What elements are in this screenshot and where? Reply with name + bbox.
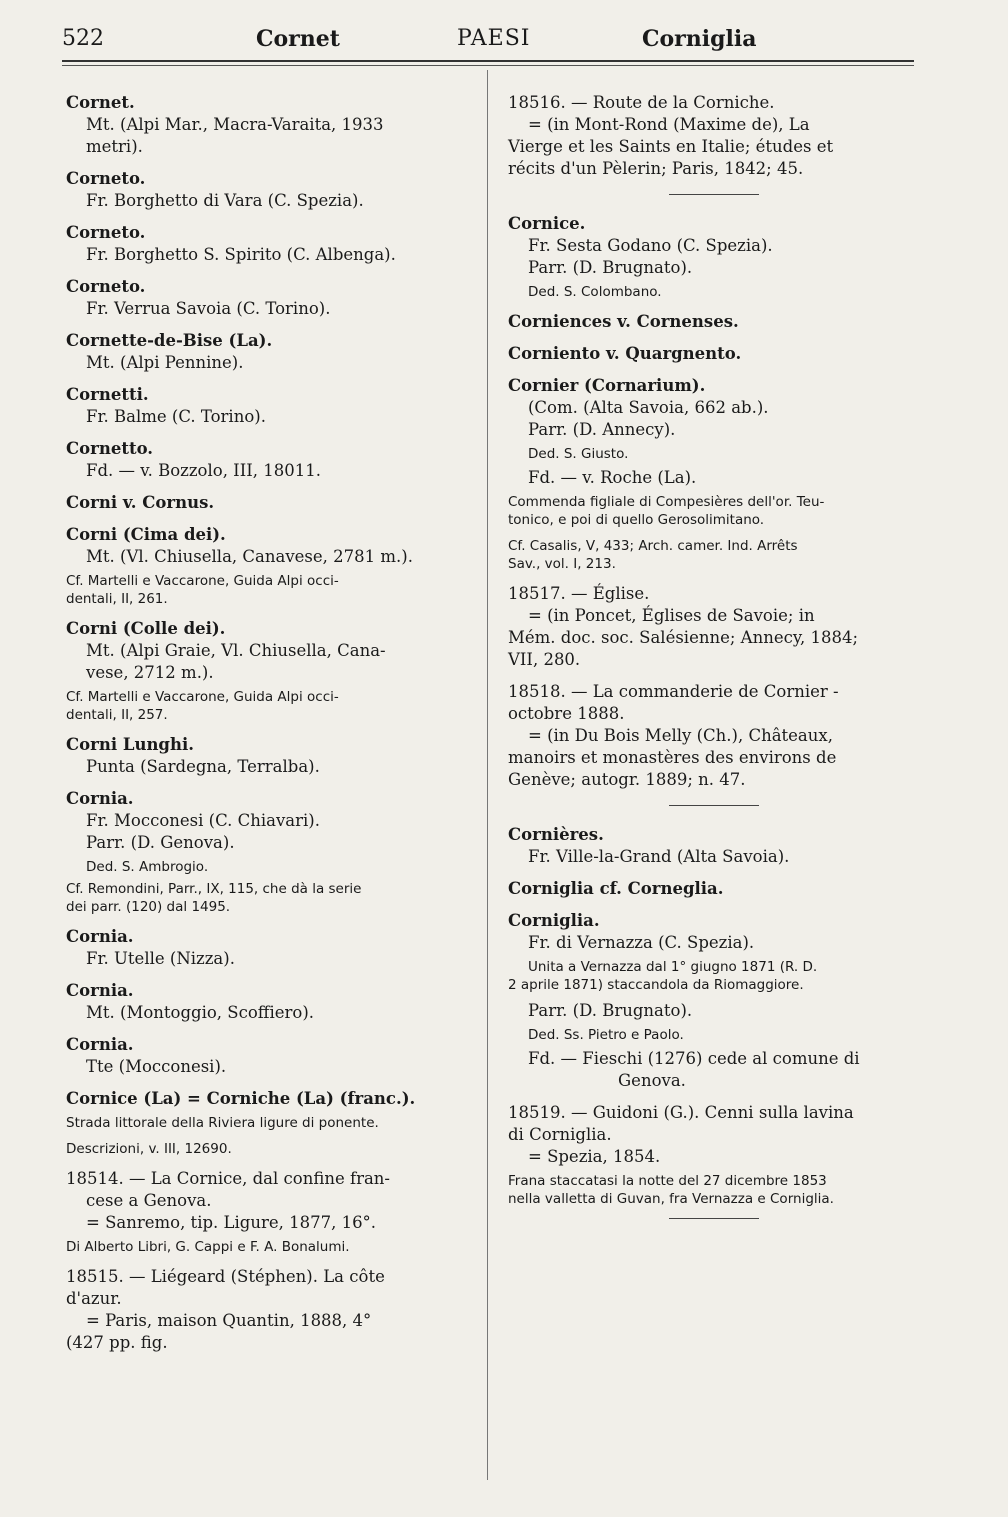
entry (66, 222, 480, 266)
entry-line: Fr. Utelle (Nizza). (86, 949, 235, 968)
entry-line: Mt. (Vl. Chiusella, Canavese, 2781 m.). (86, 547, 413, 566)
entry-line: di Corniglia. (508, 1125, 612, 1144)
header-first-entry: Cornet (256, 26, 340, 52)
entry-note: dei parr. (120) dal 1495. (66, 899, 231, 915)
entry-line: d'azur. (66, 1289, 122, 1308)
entry-head: Cornet. (66, 93, 135, 112)
entry-note: Unita a Vernazza dal 1° giugno 1871 (R. D. (528, 959, 818, 975)
left-column (66, 92, 480, 1364)
entry-line: 18519. — Guidoni (G.). Cenni sulla lavina (508, 1103, 854, 1122)
bibliography-entry (508, 681, 920, 791)
entry (508, 311, 920, 333)
header-rule-thin (62, 65, 914, 66)
entry-head: Corneto. (66, 277, 146, 296)
entry-line: = Spezia, 1854. (528, 1147, 661, 1166)
entry-line: manoirs et monastères des environs de (508, 748, 837, 767)
entry (66, 980, 480, 1024)
section-rule (669, 1218, 759, 1219)
entry-head: Corneto. (66, 169, 146, 188)
page-number: 522 (62, 26, 104, 51)
entry-line: Tte (Mocconesi). (86, 1057, 227, 1076)
entry-head: Corneto. (66, 223, 146, 242)
entry (66, 276, 480, 320)
entry-line: metri). (86, 137, 143, 156)
entry-note: Cf. Martelli e Vaccarone, Guida Alpi occi- (66, 573, 339, 589)
entry-line: Fr. Balme (C. Torino). (86, 407, 266, 426)
entry-line: Punta (Sardegna, Terralba). (86, 757, 320, 776)
entry-line: Mém. doc. soc. Salésienne; Annecy, 1884; (508, 628, 859, 647)
entry-note: Ded. S. Colombano. (528, 284, 662, 300)
entry (66, 926, 480, 970)
section-rule (669, 194, 759, 195)
entry (66, 788, 480, 916)
entry-line: Mt. (Alpi Mar., Macra-Varaita, 1933 (86, 115, 384, 134)
entry (66, 734, 480, 778)
entry (66, 1088, 480, 1158)
entry-head: Corni (Colle dei). (66, 619, 226, 638)
header-rule-thick (62, 60, 914, 62)
entry (66, 168, 480, 212)
entry-head: Cornia. (66, 927, 134, 946)
entry-line: Parr. (D. Genova). (86, 833, 235, 852)
entry-line: Fr. Borghetto S. Spirito (C. Albenga). (86, 245, 396, 264)
entry (66, 524, 480, 608)
entry-line: = Paris, maison Quantin, 1888, 4° (86, 1311, 372, 1330)
entry-line: Fr. Borghetto di Vara (C. Spezia). (86, 191, 364, 210)
entry-note: Ded. Ss. Pietro e Paolo. (528, 1027, 684, 1043)
entry-note: Ded. S. Giusto. (528, 446, 629, 462)
entry-line: (427 pp. fig. (66, 1333, 168, 1352)
entry-line: Mt. (Montoggio, Scoffiero). (86, 1003, 315, 1022)
entry-line: vese, 2712 m.). (86, 663, 214, 682)
entry-line: Vierge et les Saints en Italie; études et (508, 137, 834, 156)
entry (66, 438, 480, 482)
entry-line: octobre 1888. (508, 704, 625, 723)
entry-head: Corniglia. (508, 911, 600, 930)
entry-note: Cf. Remondini, Parr., IX, 115, che dà la serie (66, 881, 362, 897)
entry (66, 492, 480, 514)
bibliography-entry (508, 583, 920, 671)
entry-line: 18514. — La Cornice, dal confine fran- (66, 1169, 391, 1188)
entry-line: Fr. di Vernazza (C. Spezia). (528, 933, 755, 952)
entry-head: Cornier (Cornarium). (508, 376, 706, 395)
entry (508, 910, 920, 1092)
entry-line: Fd. — v. Bozzolo, III, 18011. (86, 461, 321, 480)
entry-line: Fr. Mocconesi (C. Chiavari). (86, 811, 320, 830)
entry-head: Cornetti. (66, 385, 149, 404)
entry-head: Cornetto. (66, 439, 154, 458)
entry-note: Cf. Martelli e Vaccarone, Guida Alpi occi- (66, 689, 339, 705)
entry-head: Cornette-de-Bise (La). (66, 331, 273, 350)
entry-line: Parr. (D. Brugnato). (528, 258, 693, 277)
entry-line: = Sanremo, tip. Ligure, 1877, 16°. (86, 1213, 377, 1232)
entry-head: Corniences v. Cornenses. (508, 312, 739, 331)
entry-head: Corni Lunghi. (66, 735, 194, 754)
entry-line: Fr. Sesta Godano (C. Spezia). (528, 236, 773, 255)
entry-note: dentali, II, 257. (66, 707, 168, 723)
right-column (508, 92, 920, 1237)
entry (66, 1034, 480, 1078)
entry-head: Corni (Cima dei). (66, 525, 226, 544)
entry (508, 878, 920, 900)
entry-head: Corniglia cf. Corneglia. (508, 879, 724, 898)
entry-head: Cornières. (508, 825, 604, 844)
entry-head: Cornia. (66, 789, 134, 808)
entry-line: = (in Poncet, Églises de Savoie; in (528, 606, 815, 625)
entry-line: Fr. Verrua Savoia (C. Torino). (86, 299, 331, 318)
bibliography-entry (508, 1102, 920, 1208)
entry-line: = (in Mont-Rond (Maxime de), La (528, 115, 810, 134)
bibliography-entry (508, 92, 920, 180)
bibliography-entry (66, 1266, 480, 1354)
entry-head: Corni v. Cornus. (66, 493, 215, 512)
entry-line: 18517. — Église. (508, 584, 650, 603)
entry-line: (Com. (Alta Savoia, 662 ab.). (528, 398, 769, 417)
header-last-entry: Corniglia (642, 26, 757, 52)
entry-line: Mt. (Alpi Graie, Vl. Chiusella, Cana- (86, 641, 386, 660)
entry (508, 213, 920, 301)
entry (508, 343, 920, 365)
entry-line: Fr. Ville-la-Grand (Alta Savoia). (528, 847, 790, 866)
entry-note: Descrizioni, v. III, 12690. (66, 1141, 232, 1157)
entry-line: = (in Du Bois Melly (Ch.), Châteaux, (528, 726, 833, 745)
entry-line: Genève; autogr. 1889; n. 47. (508, 770, 746, 789)
entry-line: Mt. (Alpi Pennine). (86, 353, 244, 372)
column-divider (487, 70, 488, 1480)
entry (66, 92, 480, 158)
entry-line: 18518. — La commanderie de Cornier - (508, 682, 839, 701)
entry-note: Sav., vol. I, 213. (508, 556, 616, 572)
entry-line: Parr. (D. Annecy). (528, 420, 676, 439)
entry-line: Genova. (618, 1071, 686, 1090)
entry-note: Di Alberto Libri, G. Cappi e F. A. Bonalumi. (66, 1239, 350, 1255)
entry-note: nella valletta di Guvan, fra Vernazza e Corniglia. (508, 1191, 834, 1207)
entry-note: Commenda figliale di Compesières dell'or. Teu- (508, 494, 825, 510)
entry-note: Ded. S. Ambrogio. (86, 859, 209, 875)
entry-note: Strada littorale della Riviera ligure di ponente. (66, 1115, 379, 1131)
entry-note: 2 aprile 1871) staccandola da Riomaggiore. (508, 977, 804, 993)
entry (66, 618, 480, 724)
entry (508, 375, 920, 573)
entry-note: Cf. Casalis, V, 433; Arch. camer. Ind. Arrêts (508, 538, 798, 554)
entry (66, 330, 480, 374)
entry (508, 824, 920, 868)
entry-line: Fd. — v. Roche (La). (528, 468, 697, 487)
entry-note: tonico, e poi di quello Gerosolimitano. (508, 512, 765, 528)
entry-head: Corniento v. Quargnento. (508, 344, 742, 363)
running-header (62, 20, 914, 60)
entry-line: Parr. (D. Brugnato). (528, 1001, 693, 1020)
entry-head: Cornia. (66, 1035, 134, 1054)
entry-note: dentali, II, 261. (66, 591, 168, 607)
entry-line: Fd. — Fieschi (1276) cede al comune di (528, 1049, 860, 1068)
entry-head: Cornia. (66, 981, 134, 1000)
entry-head: Cornice. (508, 214, 586, 233)
entry-line: cese a Genova. (86, 1191, 212, 1210)
entry-line: VII, 280. (508, 650, 581, 669)
entry-line: 18515. — Liégeard (Stéphen). La côte (66, 1267, 385, 1286)
entry (66, 384, 480, 428)
section-rule (669, 805, 759, 806)
entry-line: 18516. — Route de la Corniche. (508, 93, 775, 112)
entry-line: récits d'un Pèlerin; Paris, 1842; 45. (508, 159, 804, 178)
bibliography-entry (66, 1168, 480, 1256)
header-section-title: PAESI (457, 26, 531, 51)
entry-head: Cornice (La) = Corniche (La) (franc.). (66, 1089, 416, 1108)
entry-note: Frana staccatasi la notte del 27 dicembre 1853 (508, 1173, 827, 1189)
